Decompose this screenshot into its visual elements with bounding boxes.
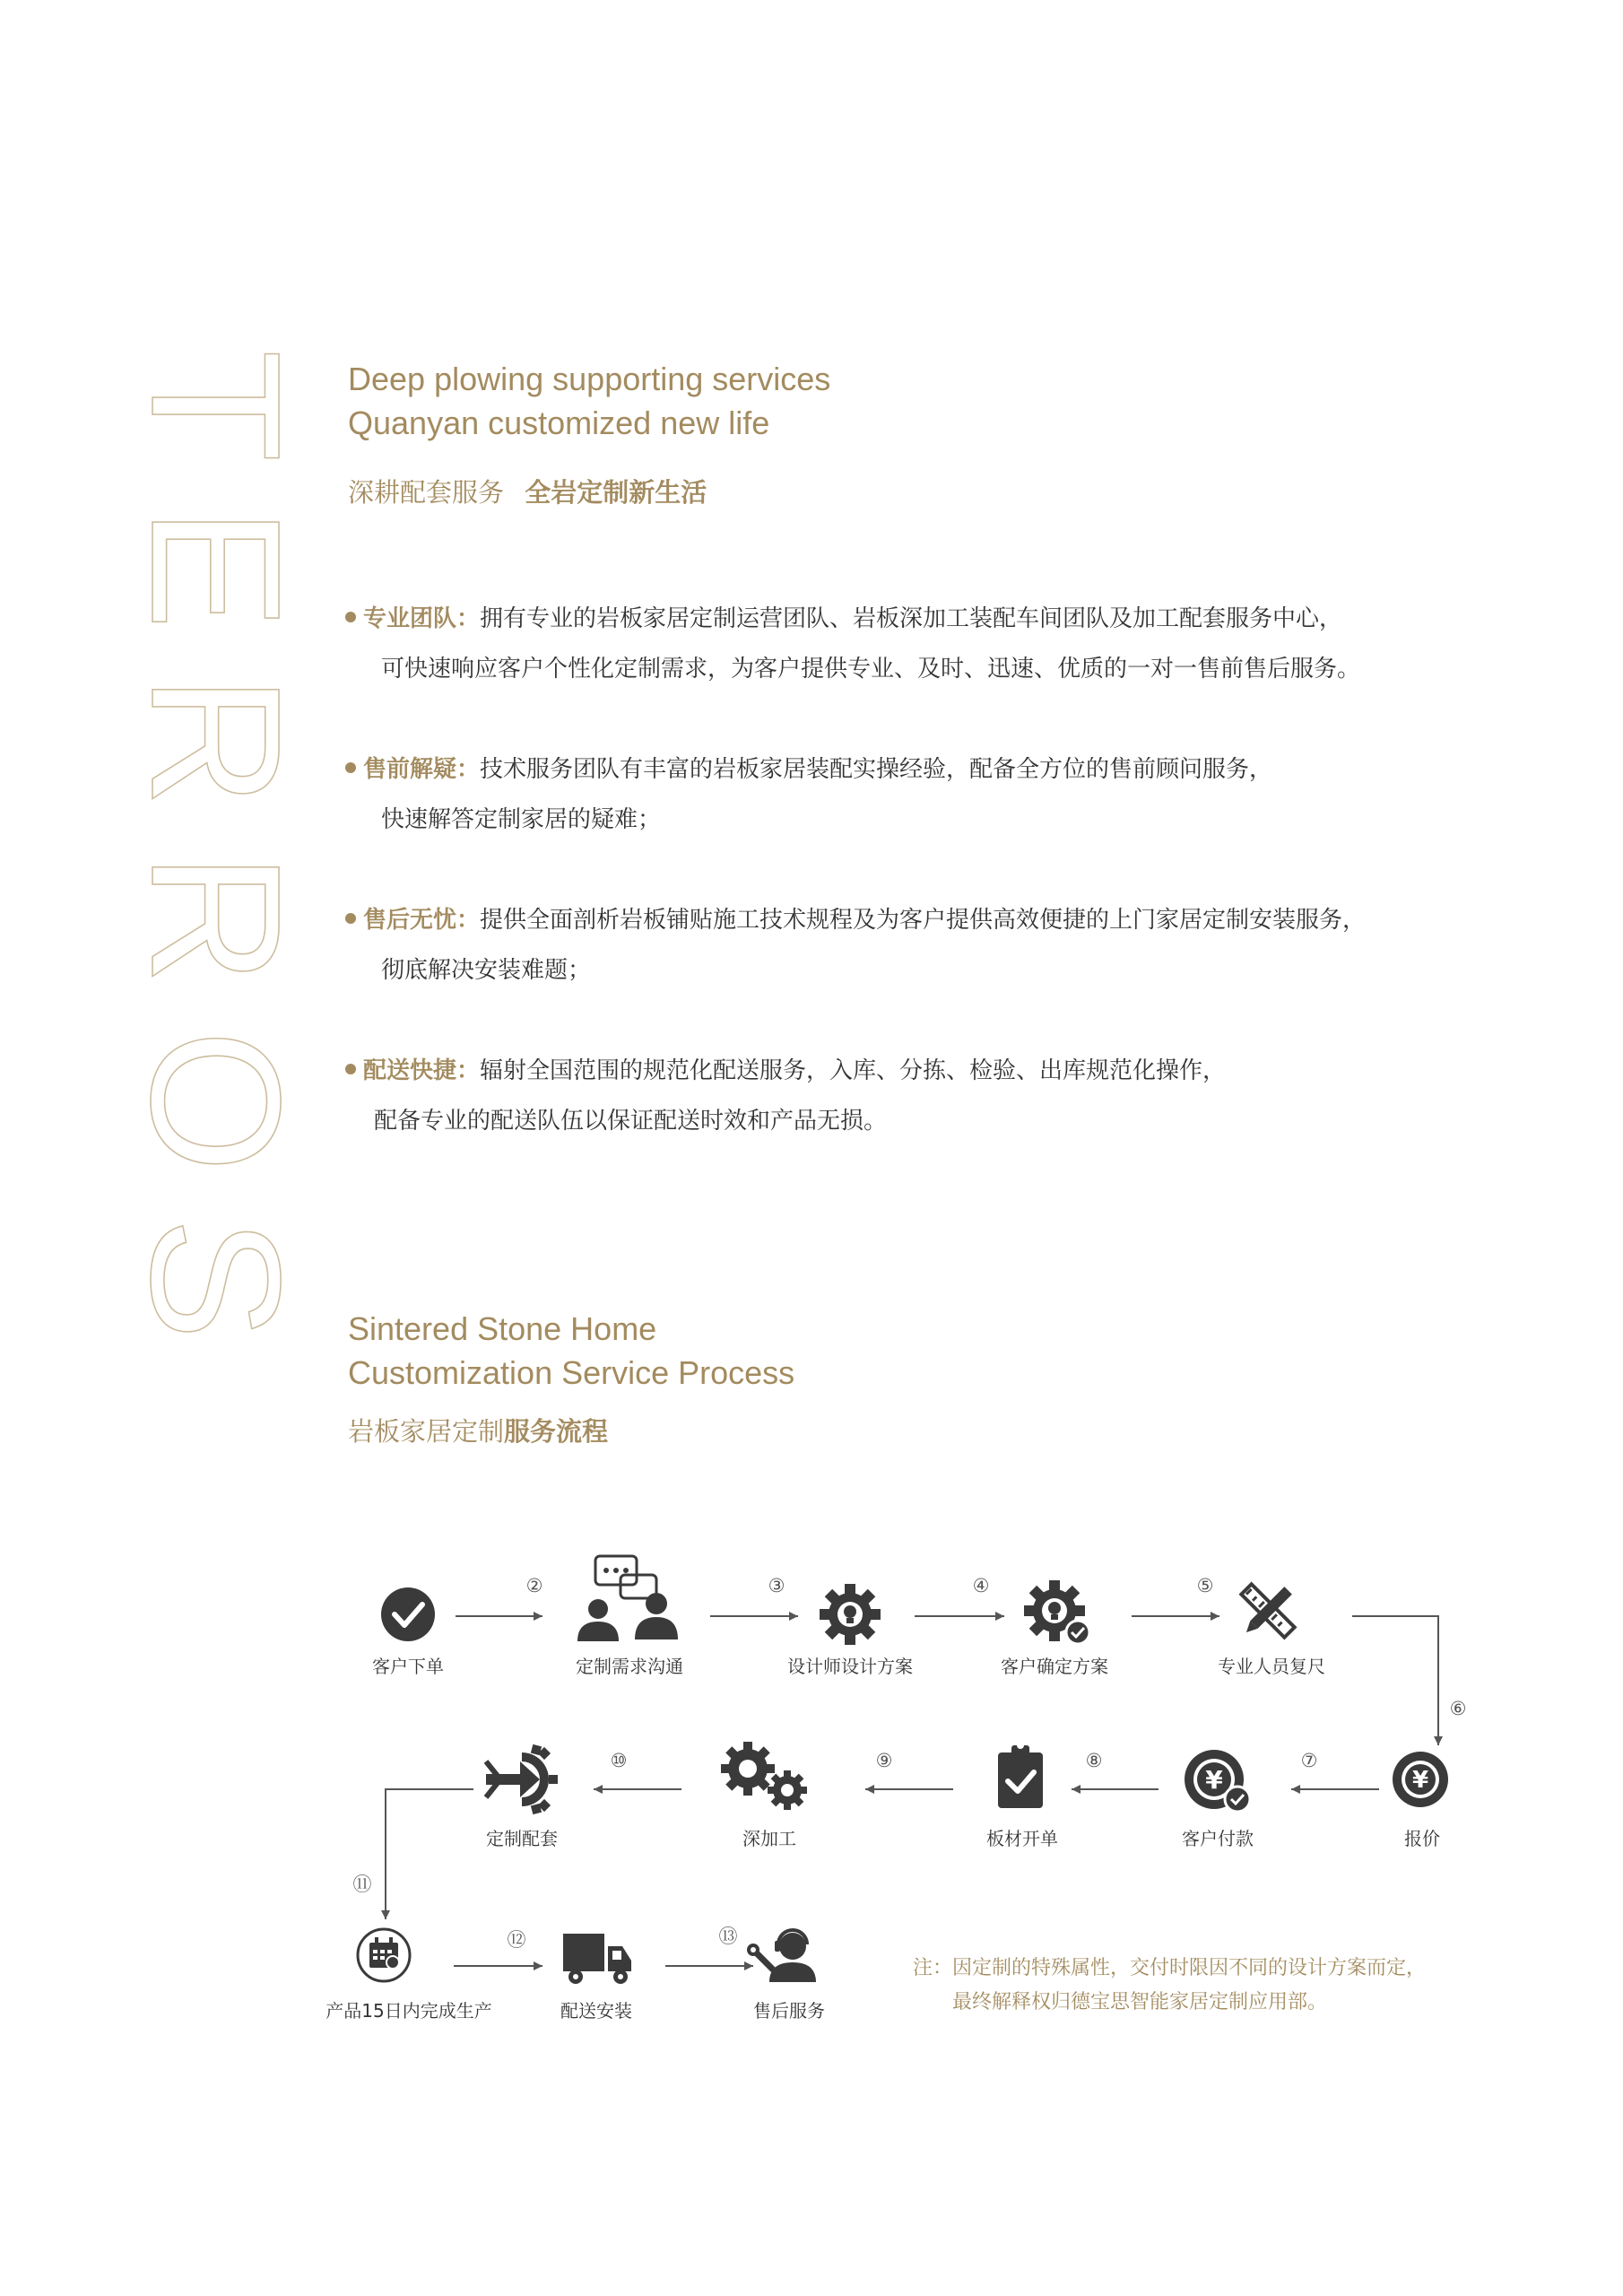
yen-check-icon [1185,1750,1250,1812]
section2-title-cn-light: 岩板家居定制 [348,1416,505,1447]
step-label-matching: 定制配套 [486,1828,558,1849]
bullet-head: 专业团队： [363,605,481,632]
step-label-delivery: 配送安装 [560,2000,632,2022]
arrow-number: ⑫ [507,1929,526,1951]
bullet-text-line2: 快速解答定制家居的疑难； [381,806,662,833]
arrow-number: ⑨ [875,1750,893,1771]
section1-title-cn-light: 深耕配套服务 [348,477,505,508]
step-label-processing: 深加工 [742,1828,796,1849]
bullet-head: 配送快捷： [363,1057,481,1084]
arrow-number: ⑩ [610,1750,628,1771]
gears-icon [721,1742,807,1810]
section1-title-en-line1: Deep plowing supporting services [348,361,831,397]
bullet-text-line2: 配备专业的配送队伍以保证配送时效和产品无损。 [374,1108,888,1135]
step-label-board-order: 板材开单 [986,1828,1058,1849]
step-icons [358,1556,1448,1984]
step-label-payment: 客户付款 [1182,1828,1254,1849]
clipboard-check-icon [998,1742,1043,1808]
step-label-confirm: 客户确定方案 [1001,1656,1108,1677]
process-note-line2: 最终解释权归德宝思智能家居定制应用部。 [952,1991,1328,2013]
arrow-gear-icon [486,1744,558,1814]
gear-bulb-icon [820,1584,881,1645]
process-note [913,1952,1426,2020]
section2-title-en-line1: Sintered Stone Home [348,1310,657,1347]
bullet-head: 售后无忧： [363,907,481,934]
process-note-line1: 注：因定制的特殊属性，交付时限因不同的设计方案而定， [913,1957,1427,1979]
arrow-number: ⑥ [1449,1698,1467,1719]
watermark-text: TERROS [113,350,318,1386]
arrow-numbers [353,1575,1467,1951]
arrow-10-11 [386,1789,473,1919]
step-label-production: 产品15日内完成生产 [325,2000,492,2022]
bullet-head: 售前解疑： [363,756,481,783]
people-chat-icon [577,1556,678,1641]
bullet-text-line2: 彻底解决安装难题； [381,957,592,984]
arrow-5-6 [1352,1616,1438,1745]
step-label-quote: 报价 [1404,1828,1440,1849]
arrow-number: ⑪ [352,1874,372,1895]
arrow-number: ⑬ [718,1926,738,1947]
arrow-number: ⑧ [1085,1750,1103,1771]
arrow-number: ② [525,1575,543,1596]
truck-icon [563,1934,631,1984]
arrow-number: ③ [768,1575,785,1596]
bullet-text-line2: 可快速响应客户个性化定制需求，为客户提供专业、及时、迅速、优质的一对一售前售后服务。 [381,656,1361,683]
section2-title-cn-bold: 服务流程 [504,1416,609,1447]
check-circle-icon [381,1587,435,1641]
arrow-number: ⑦ [1300,1750,1318,1771]
bullet-text: 技术服务团队有丰富的岩板家居装配实操经验，配备全方位的售前顾问服务， [480,756,1273,783]
gear-bulb-check-icon [1024,1580,1089,1644]
arrow-number: ④ [972,1575,990,1596]
step-label-requirements: 定制需求沟通 [576,1656,683,1677]
svg-text:¥: ¥ [1411,1767,1429,1794]
step-label-aftersale: 售后服务 [753,2000,825,2022]
section1-title-en-line2: Quanyan customized new life [348,404,770,441]
bullet-text: 提供全面剖析岩板铺贴施工技术规程及为客户提供高效便捷的上门家居定制安装服务， [480,907,1367,934]
section1-title-cn-bold: 全岩定制新生活 [525,477,707,508]
bullet-text: 拥有专业的岩板家居定制运营团队、岩板深加工装配车间团队及加工配套服务中心， [480,605,1343,632]
bullet-text: 辐射全国范围的规范化配送服务，入库、分拣、检验、出库规范化操作， [480,1057,1227,1084]
arrow-number: ⑤ [1196,1575,1214,1596]
ruler-pencil-icon [1241,1584,1294,1637]
step-label-design: 设计师设计方案 [787,1656,913,1677]
svg-text:¥: ¥ [1205,1765,1223,1795]
step-label-order: 客户下单 [372,1656,444,1677]
yen-circle-icon [1393,1752,1448,1807]
section2-title-en-line2: Customization Service Process [348,1354,795,1391]
step-label-remeasure: 专业人员复尺 [1218,1656,1325,1677]
calendar-icon [358,1929,410,1981]
support-agent-icon [747,1930,816,1982]
